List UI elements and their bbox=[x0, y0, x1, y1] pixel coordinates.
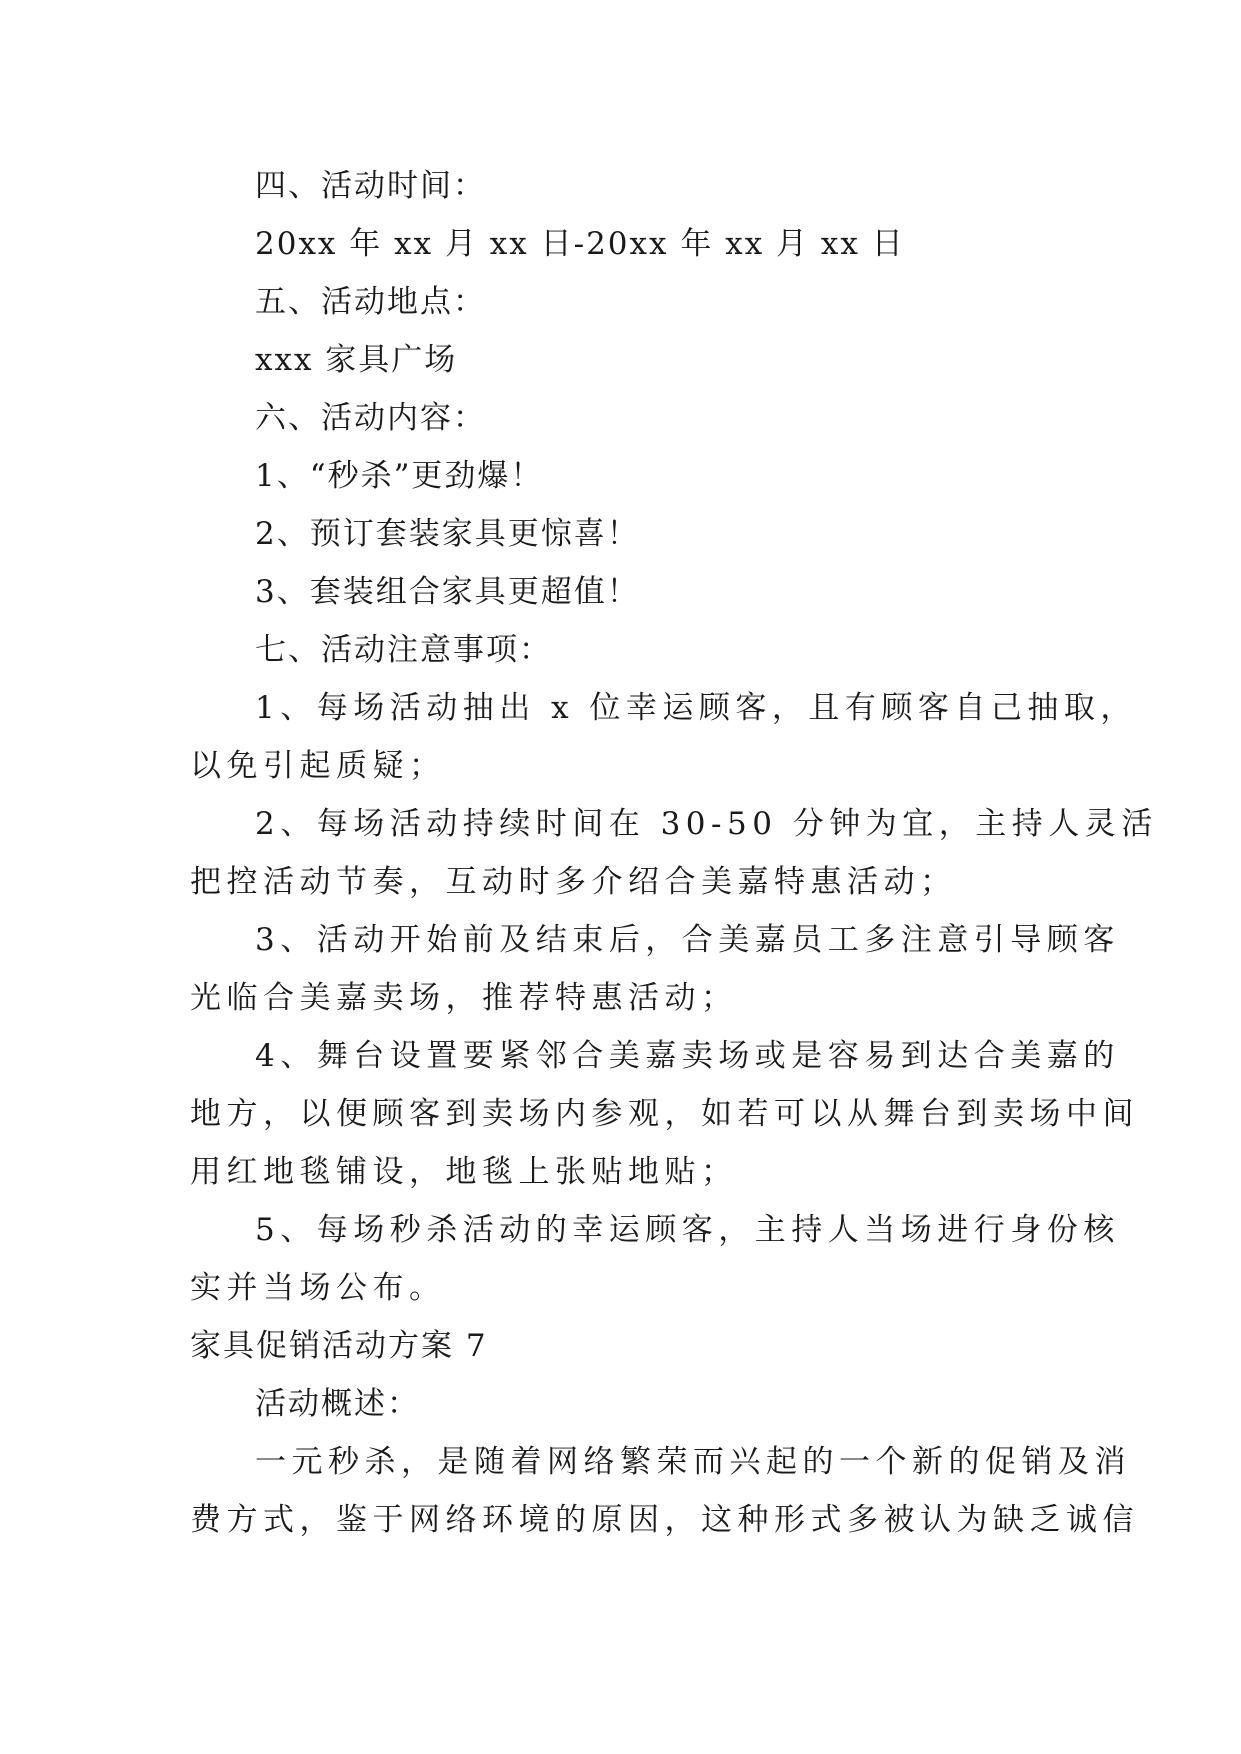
overview-line-2: 费方式，鉴于网络环境的原因，这种形式多被认为缺乏诚信 bbox=[190, 1502, 1139, 1538]
note-1-line-1: 1、每场活动抽出 x 位幸运顾客，且有顾客自己抽取， bbox=[255, 690, 1137, 726]
heading-activity-content: 六、活动内容： bbox=[255, 400, 486, 436]
note-4-line-3: 用红地毯铺设，地毯上张贴地贴； bbox=[190, 1154, 738, 1190]
overview-line-1: 一元秒杀，是随着网络繁荣而兴起的一个新的促销及消 bbox=[255, 1444, 1131, 1480]
note-5-line-1: 5、每场秒杀活动的幸运顾客，主持人当场进行身份核 bbox=[255, 1212, 1120, 1248]
note-4-line-2: 地方，以便顾客到卖场内参观，如若可以从舞台到卖场中间 bbox=[190, 1096, 1139, 1132]
note-5-line-2: 实并当场公布。 bbox=[190, 1270, 446, 1306]
activity-location-value: xxx 家具广场 bbox=[255, 342, 458, 378]
note-2-line-1: 2、每场活动持续时间在 30-50 分钟为宜，主持人灵活 bbox=[255, 806, 1158, 842]
note-3-line-1: 3、活动开始前及结束后，合美嘉员工多注意引导顾客 bbox=[255, 922, 1120, 958]
note-4-line-1: 4、舞台设置要紧邻合美嘉卖场或是容易到达合美嘉的 bbox=[255, 1038, 1120, 1074]
heading-activity-overview: 活动概述： bbox=[255, 1386, 420, 1422]
note-1-line-2: 以免引起质疑； bbox=[190, 748, 446, 784]
content-item-3: 3、套装组合家具更超值！ bbox=[255, 574, 640, 610]
activity-time-value: 20xx 年 xx 月 xx 日-20xx 年 xx 月 xx 日 bbox=[255, 226, 905, 262]
section-title-plan-7: 家具促销活动方案 7 bbox=[190, 1328, 488, 1364]
note-2-line-2: 把控活动节奏，互动时多介绍合美嘉特惠活动； bbox=[190, 864, 957, 900]
content-item-1: 1、“秒杀”更劲爆！ bbox=[255, 458, 544, 494]
heading-notes: 七、活动注意事项： bbox=[255, 632, 552, 668]
heading-activity-location: 五、活动地点： bbox=[255, 284, 486, 320]
content-item-2: 2、预订套装家具更惊喜！ bbox=[255, 516, 640, 552]
note-3-line-2: 光临合美嘉卖场，推荐特惠活动； bbox=[190, 980, 738, 1016]
heading-activity-time: 四、活动时间： bbox=[255, 168, 486, 204]
